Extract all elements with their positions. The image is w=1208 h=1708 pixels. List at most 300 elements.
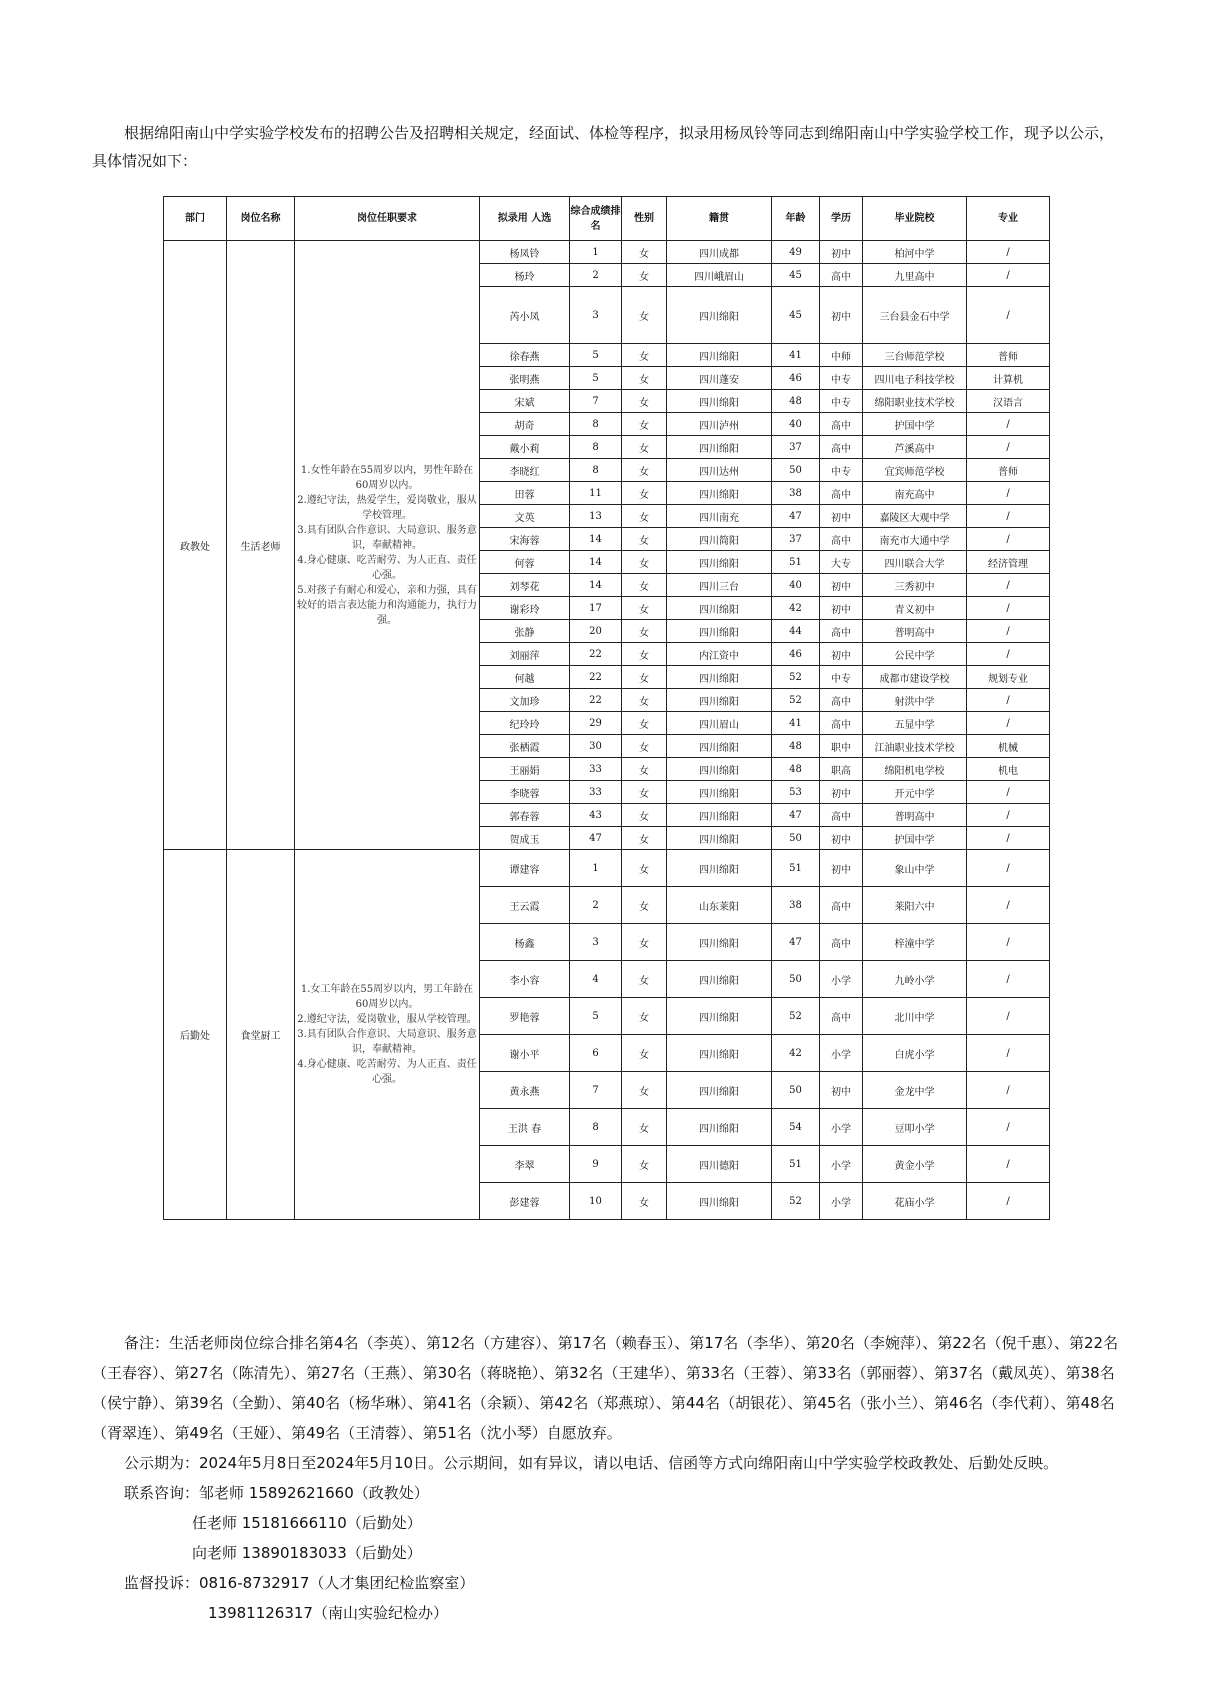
table-cell: 王云霞 [480, 887, 570, 924]
table-cell: 普师 [967, 344, 1050, 367]
table-cell: 女 [622, 998, 667, 1035]
table-cell: 13 [570, 505, 622, 528]
table-cell: 7 [570, 390, 622, 413]
table-cell: / [967, 436, 1050, 459]
table-cell: 女 [622, 1109, 667, 1146]
table-cell: 刘琴花 [480, 574, 570, 597]
table-cell: 女 [622, 758, 667, 781]
table-cell: 52 [772, 1183, 820, 1220]
table-cell: / [967, 643, 1050, 666]
table-cell: 四川蓬安 [667, 367, 772, 390]
table-cell: 四川绵阳 [667, 758, 772, 781]
table-cell: / [967, 781, 1050, 804]
table-cell: 女 [622, 924, 667, 961]
table-cell: 四川绵阳 [667, 344, 772, 367]
table-cell: 经济管理 [967, 551, 1050, 574]
column-header: 年龄 [772, 197, 820, 241]
table-cell: 47 [772, 924, 820, 961]
table-cell: 女 [622, 689, 667, 712]
table-cell: 四川绵阳 [667, 781, 772, 804]
table-cell: 初中 [820, 781, 863, 804]
table-cell: 37 [772, 528, 820, 551]
table-cell: 杨凤铃 [480, 241, 570, 264]
table-cell: 罗艳蓉 [480, 998, 570, 1035]
table-cell: 5 [570, 998, 622, 1035]
table-cell: 李翠 [480, 1146, 570, 1183]
requirement-item: 1.女工年龄在55周岁以内，男工年龄在60周岁以内。 [300, 984, 474, 1010]
table-cell: 四川绵阳 [667, 436, 772, 459]
table-cell: 四川绵阳 [667, 1072, 772, 1109]
table-cell: 机械 [967, 735, 1050, 758]
table-cell: / [967, 528, 1050, 551]
table-cell: / [967, 264, 1050, 287]
recruitment-table-container [163, 196, 1050, 1220]
table-cell: 芦溪高中 [863, 436, 967, 459]
table-cell: 职高 [820, 758, 863, 781]
table-cell: 四川成都 [667, 241, 772, 264]
table-cell: 王洪 春 [480, 1109, 570, 1146]
contact-line-3: 向老师 13890183033（后勤处） [192, 1544, 422, 1562]
table-cell: 四川三台 [667, 574, 772, 597]
table-cell: 职中 [820, 735, 863, 758]
table-cell: / [967, 689, 1050, 712]
supervise-line-1 [92, 1568, 1122, 1598]
table-cell: 普明高中 [863, 804, 967, 827]
table-cell: 女 [622, 1072, 667, 1109]
table-cell: 四川绵阳 [667, 1183, 772, 1220]
table-cell: 宋海蓉 [480, 528, 570, 551]
column-header: 岗位任职要求 [295, 197, 480, 241]
table-cell: / [967, 1183, 1050, 1220]
table-cell: 7 [570, 1072, 622, 1109]
table-cell: 四川绵阳 [667, 482, 772, 505]
table-cell: 三台师范学校 [863, 344, 967, 367]
intro-paragraph: 根据绵阳南山中学实验学校发布的招聘公告及招聘相关规定，经面试、体检等程序，拟录用杨凤铃等同志到绵阳南山中学实验学校工作，现予以公示，具体情况如下： [92, 124, 1115, 170]
table-cell: 53 [772, 781, 820, 804]
table-cell: 女 [622, 1035, 667, 1072]
table-cell: 四川绵阳 [667, 850, 772, 887]
supervise-line-2: 13981126317（南山实验纪检办） [208, 1604, 448, 1622]
table-cell: 北川中学 [863, 998, 967, 1035]
table-cell: 初中 [820, 574, 863, 597]
table-cell: 初中 [820, 850, 863, 887]
table-cell: 47 [772, 505, 820, 528]
table-cell: 胡奇 [480, 413, 570, 436]
requirement-item: 1.女性年龄在55周岁以内，男性年龄在60周岁以内。 [300, 464, 474, 491]
table-cell: 李晓红 [480, 459, 570, 482]
table-cell: 射洪中学 [863, 689, 967, 712]
table-cell: 女 [622, 528, 667, 551]
table-cell: 九里高中 [863, 264, 967, 287]
table-cell: 何蓉 [480, 551, 570, 574]
table-cell: 四川德阳 [667, 1146, 772, 1183]
table-cell: 22 [570, 689, 622, 712]
position-cell: 食堂厨工 [227, 850, 295, 1220]
table-cell: / [967, 1109, 1050, 1146]
table-cell: 8 [570, 436, 622, 459]
requirement-item: 2.遵纪守法，爱岗敬业，服从学校管理。 [297, 1014, 477, 1025]
table-cell: 护国中学 [863, 827, 967, 850]
table-cell: 女 [622, 482, 667, 505]
table-cell: 1 [570, 241, 622, 264]
table-cell: 女 [622, 666, 667, 689]
table-cell: 四川绵阳 [667, 620, 772, 643]
table-cell: 计算机 [967, 367, 1050, 390]
table-cell: 四川绵阳 [667, 666, 772, 689]
table-cell: 高中 [820, 264, 863, 287]
table-cell: 初中 [820, 241, 863, 264]
table-cell: 女 [622, 1183, 667, 1220]
table-cell: 2 [570, 887, 622, 924]
requirement-item: 4.身心健康、吃苦耐劳、为人正直、责任心强。 [297, 1059, 477, 1085]
table-cell: 中师 [820, 344, 863, 367]
table-cell: 南充高中 [863, 482, 967, 505]
table-cell: 初中 [820, 643, 863, 666]
table-cell: 杨玲 [480, 264, 570, 287]
table-cell: 象山中学 [863, 850, 967, 887]
table-cell: 四川绵阳 [667, 1035, 772, 1072]
table-cell: 四川绵阳 [667, 1109, 772, 1146]
table-cell: 47 [570, 827, 622, 850]
table-cell: 初中 [820, 827, 863, 850]
table-cell: 小学 [820, 1035, 863, 1072]
remark-text: 备注：生活老师岗位综合排名第4名（李英）、第12名（方建容）、第17名（赖春玉）、第17名（李华）、第20名（李婉萍）、第22名（倪千惠）、第22名（王春容）、第27名（陈清先）、第27名（王燕）、第30名（蒋晓艳）、第32名（王建华）、第33名（王蓉）、第33名（郭丽蓉）、第37名（戴凤英）、第38名（侯宁静）、第39名（全勤）、第40名（杨华琳）、第41名（余颖）、第42名（郑燕琼）、第44名（胡银花）、第45名（张小兰）、第46名（李代莉）、第48名（胥翠连）、第49名（王娅）、第49名（王清蓉）、第51名（沈小琴）自愿放弃。 [92, 1334, 1119, 1442]
notes-section [92, 1328, 1122, 1628]
table-cell: 柏河中学 [863, 241, 967, 264]
requirement-item: 3.具有团队合作意识、大局意识、服务意识，奉献精神。 [297, 1029, 477, 1055]
table-cell: 女 [622, 367, 667, 390]
table-cell: / [967, 887, 1050, 924]
table-cell: 女 [622, 712, 667, 735]
requirements-cell [295, 850, 480, 1220]
column-header: 学历 [820, 197, 863, 241]
table-cell: 四川绵阳 [667, 689, 772, 712]
table-cell: 52 [772, 689, 820, 712]
table-cell: / [967, 597, 1050, 620]
table-cell: / [967, 1072, 1050, 1109]
table-cell: 40 [772, 413, 820, 436]
table-cell: 三台县金石中学 [863, 287, 967, 344]
table-cell: 8 [570, 413, 622, 436]
department-cell: 后勤处 [164, 850, 227, 1220]
table-cell: / [967, 505, 1050, 528]
table-cell: / [967, 413, 1050, 436]
table-cell: 黄金小学 [863, 1146, 967, 1183]
table-cell: 三秀初中 [863, 574, 967, 597]
table-cell: 38 [772, 887, 820, 924]
table-cell: 22 [570, 643, 622, 666]
table-cell: 50 [772, 459, 820, 482]
table-cell: 谭建容 [480, 850, 570, 887]
table-cell: 开元中学 [863, 781, 967, 804]
table-cell: 成都市建设学校 [863, 666, 967, 689]
table-cell: 四川电子科技学校 [863, 367, 967, 390]
table-cell: 2 [570, 264, 622, 287]
table-cell: 贺成玉 [480, 827, 570, 850]
table-cell: 黄永燕 [480, 1072, 570, 1109]
table-cell: 42 [772, 1035, 820, 1072]
table-cell: 37 [772, 436, 820, 459]
table-cell: 初中 [820, 505, 863, 528]
table-cell: 张栖霞 [480, 735, 570, 758]
table-cell: 彭建蓉 [480, 1183, 570, 1220]
table-cell: 青义初中 [863, 597, 967, 620]
table-cell: 48 [772, 758, 820, 781]
requirement-item: 4.身心健康、吃苦耐劳、为人正直、责任心强。 [297, 554, 477, 581]
table-cell: / [967, 287, 1050, 344]
table-cell: 江油职业技术学校 [863, 735, 967, 758]
table-cell: 宜宾师范学校 [863, 459, 967, 482]
table-cell: 白虎小学 [863, 1035, 967, 1072]
table-cell: 52 [772, 666, 820, 689]
table-cell: 女 [622, 887, 667, 924]
table-cell: 豆叩小学 [863, 1109, 967, 1146]
table-cell: / [967, 574, 1050, 597]
table-cell: 女 [622, 344, 667, 367]
table-cell: / [967, 1035, 1050, 1072]
contact-line-1 [92, 1478, 1122, 1508]
table-cell: 42 [772, 597, 820, 620]
table-cell: 金龙中学 [863, 1072, 967, 1109]
table-cell: 30 [570, 735, 622, 758]
table-cell: 四川绵阳 [667, 597, 772, 620]
table-cell: 4 [570, 961, 622, 998]
requirement-item: 2.遵纪守法，热爱学生，爱岗敬业，服从学校管理。 [297, 494, 477, 521]
table-cell: 45 [772, 264, 820, 287]
table-cell: 规划专业 [967, 666, 1050, 689]
column-header: 专业 [967, 197, 1050, 241]
table-cell: / [967, 712, 1050, 735]
table-cell: 38 [772, 482, 820, 505]
table-cell: 文加珍 [480, 689, 570, 712]
table-cell: 14 [570, 574, 622, 597]
table-cell: 女 [622, 961, 667, 998]
table-header-row [164, 197, 1050, 241]
table-cell: 小学 [820, 961, 863, 998]
table-cell: 40 [772, 574, 820, 597]
table-body [164, 241, 1050, 1220]
table-cell: 51 [772, 551, 820, 574]
table-cell: 四川峨眉山 [667, 264, 772, 287]
table-cell: 高中 [820, 689, 863, 712]
table-cell: 8 [570, 459, 622, 482]
table-cell: 高中 [820, 887, 863, 924]
table-cell: 四川绵阳 [667, 804, 772, 827]
requirement-item: 3.具有团队合作意识、大局意识、服务意识，奉献精神。 [297, 524, 477, 551]
table-cell: 33 [570, 758, 622, 781]
table-cell: 48 [772, 390, 820, 413]
table-cell: 14 [570, 528, 622, 551]
table-cell: 女 [622, 551, 667, 574]
table-cell: 高中 [820, 528, 863, 551]
table-cell: 43 [570, 804, 622, 827]
table-cell: 小学 [820, 1109, 863, 1146]
contact-item: 邹老师 15892621660（政教处） [199, 1484, 429, 1502]
table-cell: 杨鑫 [480, 924, 570, 961]
table-cell: 五显中学 [863, 712, 967, 735]
table-cell: 四川绵阳 [667, 998, 772, 1035]
table-cell: 宋斌 [480, 390, 570, 413]
table-cell: 四川绵阳 [667, 390, 772, 413]
table-cell: 51 [772, 1146, 820, 1183]
table-cell: 初中 [820, 1072, 863, 1109]
table-cell: 5 [570, 367, 622, 390]
table-cell: 汉语言 [967, 390, 1050, 413]
table-cell: 女 [622, 264, 667, 287]
table-cell: 45 [772, 287, 820, 344]
column-header: 毕业院校 [863, 197, 967, 241]
table-cell: 四川南充 [667, 505, 772, 528]
table-cell: 女 [622, 287, 667, 344]
table-row [164, 850, 1050, 887]
table-cell: 李晓蓉 [480, 781, 570, 804]
table-cell: 谢小平 [480, 1035, 570, 1072]
table-cell: 20 [570, 620, 622, 643]
table-cell: 29 [570, 712, 622, 735]
table-cell: 49 [772, 241, 820, 264]
table-cell: 护国中学 [863, 413, 967, 436]
table-cell: 54 [772, 1109, 820, 1146]
table-cell: 47 [772, 804, 820, 827]
position-cell: 生活老师 [227, 241, 295, 850]
table-cell: 公民中学 [863, 643, 967, 666]
recruitment-table [163, 196, 1050, 1220]
table-cell: 谢彩玲 [480, 597, 570, 620]
table-cell: 1 [570, 850, 622, 887]
table-cell: 50 [772, 1072, 820, 1109]
table-cell: 女 [622, 574, 667, 597]
table-cell: 中专 [820, 459, 863, 482]
table-cell: 四川简阳 [667, 528, 772, 551]
table-cell: / [967, 827, 1050, 850]
column-header: 综合成绩排名 [570, 197, 622, 241]
table-cell: 李小容 [480, 961, 570, 998]
table-cell: 女 [622, 413, 667, 436]
table-cell: 9 [570, 1146, 622, 1183]
table-cell: 女 [622, 505, 667, 528]
table-cell: 44 [772, 620, 820, 643]
table-cell: 绵阳机电学校 [863, 758, 967, 781]
table-cell: / [967, 961, 1050, 998]
table-cell: 芮小凤 [480, 287, 570, 344]
table-cell: 机电 [967, 758, 1050, 781]
table-cell: 张静 [480, 620, 570, 643]
table-cell: / [967, 924, 1050, 961]
table-cell: 女 [622, 1146, 667, 1183]
table-cell: 33 [570, 781, 622, 804]
table-cell: 女 [622, 827, 667, 850]
table-cell: 内江资中 [667, 643, 772, 666]
table-cell: 初中 [820, 287, 863, 344]
table-cell: 女 [622, 804, 667, 827]
table-cell: 中专 [820, 390, 863, 413]
table-cell: 小学 [820, 1183, 863, 1220]
table-cell: 高中 [820, 620, 863, 643]
table-cell: 四川绵阳 [667, 924, 772, 961]
department-cell: 政教处 [164, 241, 227, 850]
table-cell: 山东莱阳 [667, 887, 772, 924]
table-cell: 小学 [820, 1146, 863, 1183]
table-cell: 女 [622, 241, 667, 264]
table-cell: 戴小莉 [480, 436, 570, 459]
table-cell: / [967, 850, 1050, 887]
table-cell: 四川联合大学 [863, 551, 967, 574]
table-cell: 高中 [820, 712, 863, 735]
table-cell: 11 [570, 482, 622, 505]
table-cell: 女 [622, 436, 667, 459]
table-cell: 高中 [820, 436, 863, 459]
table-cell: 中专 [820, 666, 863, 689]
table-cell: 3 [570, 924, 622, 961]
table-cell: 46 [772, 643, 820, 666]
table-cell: 51 [772, 850, 820, 887]
column-header: 拟录用 人选 [480, 197, 570, 241]
publicity-period-text: 公示期为：2024年5月8日至2024年5月10日。公示期间，如有异议，请以电话、信函等方式向绵阳南山中学实验学校政教处、后勤处反映。 [124, 1454, 1059, 1472]
table-cell: 50 [772, 961, 820, 998]
table-cell: 四川绵阳 [667, 961, 772, 998]
table-cell: 绵阳职业技术学校 [863, 390, 967, 413]
table-cell: 纪玲玲 [480, 712, 570, 735]
table-cell: 刘丽萍 [480, 643, 570, 666]
table-cell: 花庙小学 [863, 1183, 967, 1220]
table-cell: 41 [772, 712, 820, 735]
table-cell: 徐春燕 [480, 344, 570, 367]
table-cell: / [967, 1146, 1050, 1183]
column-header: 籍贯 [667, 197, 772, 241]
table-cell: 王丽娟 [480, 758, 570, 781]
table-cell: 高中 [820, 924, 863, 961]
table-cell: 17 [570, 597, 622, 620]
table-cell: 女 [622, 850, 667, 887]
table-cell: 田蓉 [480, 482, 570, 505]
supervise-item: 0816-8732917（人才集团纪检监察室） [199, 1574, 475, 1592]
column-header: 岗位名称 [227, 197, 295, 241]
table-cell: 女 [622, 620, 667, 643]
column-header: 性别 [622, 197, 667, 241]
table-cell: 高中 [820, 998, 863, 1035]
table-cell: 初中 [820, 597, 863, 620]
table-cell: 高中 [820, 413, 863, 436]
table-cell: 南充市大通中学 [863, 528, 967, 551]
table-cell: 女 [622, 597, 667, 620]
table-cell: 文英 [480, 505, 570, 528]
table-cell: 梓潼中学 [863, 924, 967, 961]
contact-label: 联系咨询： [124, 1484, 200, 1502]
table-cell: 52 [772, 998, 820, 1035]
table-cell: / [967, 482, 1050, 505]
table-cell: / [967, 241, 1050, 264]
table-cell: 高中 [820, 482, 863, 505]
table-cell: 嘉陵区大观中学 [863, 505, 967, 528]
table-cell: 女 [622, 459, 667, 482]
table-cell: 四川眉山 [667, 712, 772, 735]
table-cell: 张明燕 [480, 367, 570, 390]
table-cell: 高中 [820, 804, 863, 827]
table-cell: 四川绵阳 [667, 735, 772, 758]
table-cell: 中专 [820, 367, 863, 390]
table-cell: 九岭小学 [863, 961, 967, 998]
table-cell: 普师 [967, 459, 1050, 482]
table-cell: 22 [570, 666, 622, 689]
table-cell: 大专 [820, 551, 863, 574]
table-cell: 8 [570, 1109, 622, 1146]
table-cell: 48 [772, 735, 820, 758]
table-cell: 女 [622, 390, 667, 413]
table-cell: 6 [570, 1035, 622, 1072]
table-cell: 四川绵阳 [667, 551, 772, 574]
requirements-cell [295, 241, 480, 850]
table-cell: 四川泸州 [667, 413, 772, 436]
